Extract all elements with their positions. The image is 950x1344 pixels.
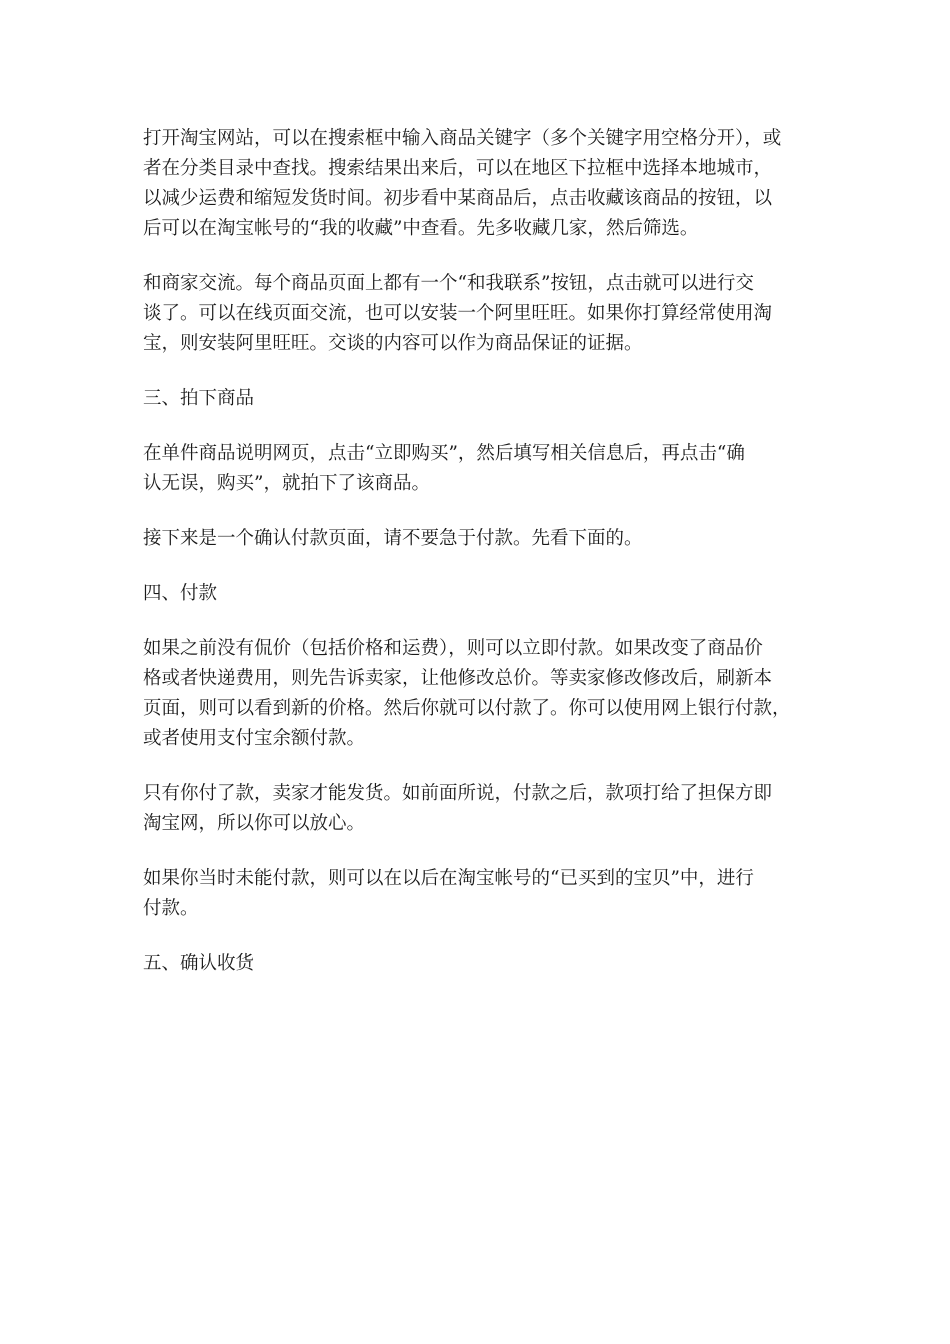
heading-text: 四、付款 (143, 583, 218, 604)
text-line: 打开淘宝网站，可以在搜索框中输入商品关键字（多个关键字用空格分开），或 (143, 128, 782, 149)
text-line: 格或者快递费用，则先告诉卖家，让他修改总价。等卖家修改修改后，刷新本 (143, 668, 773, 689)
text-line: 宝，则安装阿里旺旺。交谈的内容可以作为商品保证的证据。 (143, 333, 643, 354)
text-line: 者在分类目录中查找。搜索结果出来后，可以在地区下拉框中选择本地城市， (143, 158, 773, 179)
text-line: 和商家交流。每个商品页面上都有一个“和我联系”按钮，点击就可以进行交 (143, 273, 754, 294)
text-line: 只有你付了款，卖家才能发货。如前面所说，付款之后，款项打给了担保方即 (143, 783, 773, 804)
text-line: 后可以在淘宝帐号的“我的收藏”中查看。先多收藏几家，然后筛选。 (143, 218, 699, 239)
text-line: 接下来是一个确认付款页面，请不要急于付款。先看下面的。 (143, 528, 643, 549)
document-body (143, 124, 809, 1004)
paragraph-search-products (143, 124, 809, 244)
section-heading-place-order (143, 384, 809, 414)
text-line: 淘宝网，所以你可以放心。 (143, 813, 366, 834)
paragraph-pay-now (143, 634, 809, 754)
text-line: 页面，则可以看到新的价格。然后你就可以付款了。你可以使用网上银行付款， (143, 698, 791, 719)
paragraph-confirm-payment-page (143, 524, 809, 554)
section-heading-confirm-receipt (143, 949, 809, 979)
text-line: 认无误，购买”，就拍下了该商品。 (143, 473, 430, 494)
heading-text: 五、确认收货 (143, 953, 255, 974)
paragraph-pay-later (143, 864, 809, 924)
text-line: 如果之前没有侃价（包括价格和运费），则可以立即付款。如果改变了商品价 (143, 638, 763, 659)
text-line: 谈了。可以在线页面交流，也可以安装一个阿里旺旺。如果你打算经常使用淘 (143, 303, 773, 324)
text-line: 或者使用支付宝余额付款。 (143, 728, 366, 749)
text-line: 如果你当时未能付款，则可以在以后在淘宝帐号的“已买到的宝贝”中，进行 (143, 868, 754, 889)
paragraph-escrow (143, 779, 809, 839)
heading-text: 三、拍下商品 (143, 388, 255, 409)
paragraph-buy-now (143, 439, 809, 499)
text-line: 在单件商品说明网页，点击“立即购买”，然后填写相关信息后，再点击“确 (143, 443, 745, 464)
text-line: 以减少运费和缩短发货时间。初步看中某商品后，点击收藏该商品的按钮，以 (143, 188, 773, 209)
section-heading-payment (143, 579, 809, 609)
paragraph-contact-seller (143, 269, 809, 359)
text-line: 付款。 (143, 898, 199, 919)
